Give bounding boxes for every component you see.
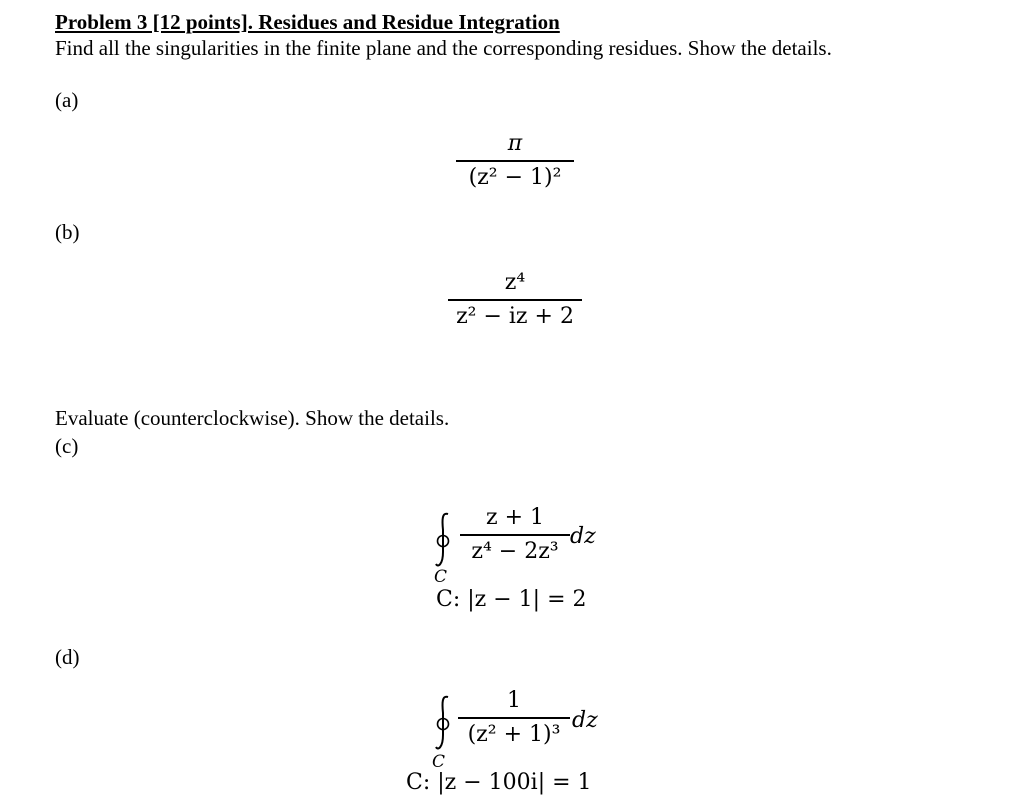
- part-b-label: (b): [55, 220, 80, 244]
- part-d-differential: dz: [572, 708, 598, 733]
- part-b-fraction: [448, 270, 582, 329]
- part-c-differential: dz: [570, 524, 596, 549]
- part-d-label: (d): [55, 645, 80, 669]
- part-d-contour: C: |z − 100i| = 1: [406, 770, 592, 795]
- part-b-denominator: z² − iz + 2: [456, 304, 574, 329]
- part-c-label: (c): [55, 434, 79, 458]
- part-d-fraction: [458, 688, 570, 747]
- part-c-numerator: z + 1: [485, 505, 544, 530]
- contour-integral-icon: [432, 510, 454, 570]
- problem-intro: Find all the singularities in the finite plane and the corresponding residues. Show the details.: [55, 36, 832, 60]
- part-a-label: (a): [55, 88, 79, 112]
- problem-title: Problem 3 [12 points]. Residues and Residue Integration: [55, 10, 560, 34]
- part-a-denominator: (z² − 1)²: [468, 165, 562, 190]
- part-a-numerator: π: [507, 131, 523, 156]
- part-d-denominator: (z² + 1)³: [467, 722, 561, 747]
- part-a-fraction: [456, 131, 574, 190]
- part-b-numerator: z⁴: [504, 270, 526, 295]
- part-c-contour-subscript: C: [434, 567, 448, 587]
- part-d-contour-subscript: C: [432, 752, 446, 772]
- evaluate-instruction: Evaluate (counterclockwise). Show the details.: [55, 406, 450, 430]
- contour-integral-icon: [432, 693, 454, 753]
- part-d-numerator: 1: [507, 688, 521, 713]
- part-c-denominator: z⁴ − 2z³: [471, 539, 559, 564]
- part-c-fraction: [460, 505, 570, 564]
- part-c-contour: C: |z − 1| = 2: [436, 587, 587, 612]
